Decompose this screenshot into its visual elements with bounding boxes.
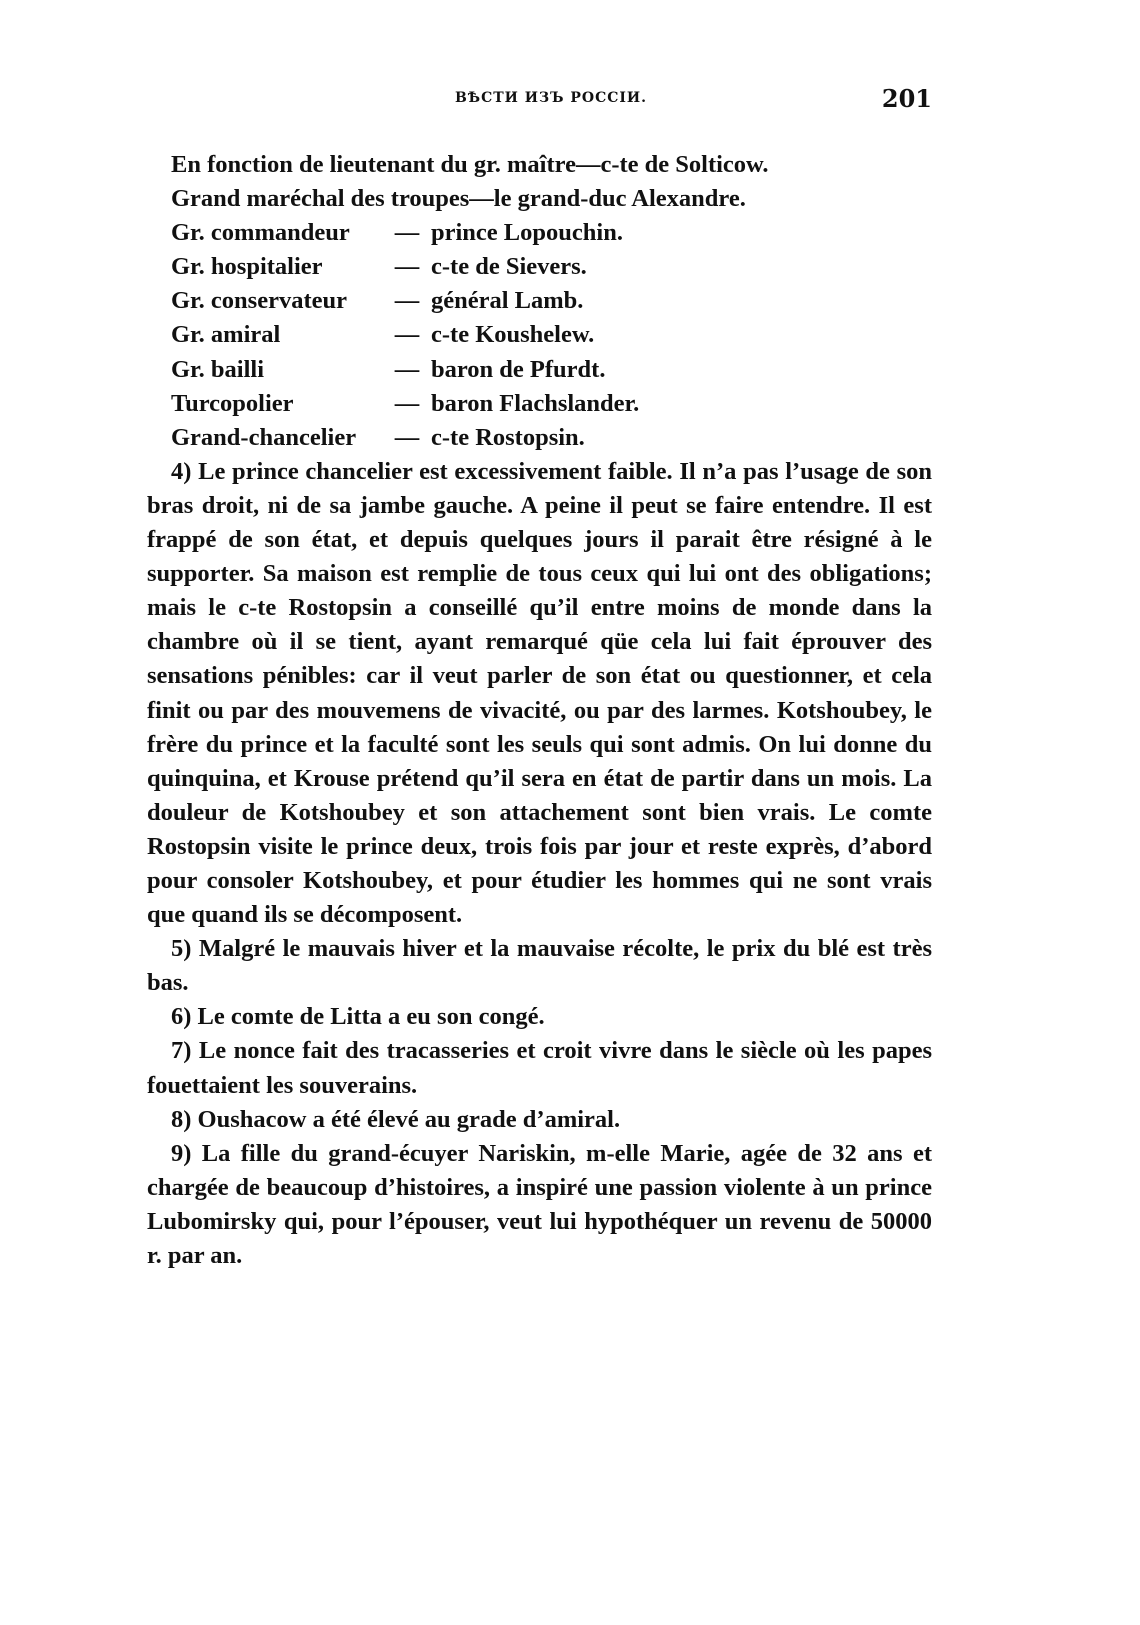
officer-office: Turcopolier <box>171 389 294 417</box>
note-4: 4) Le prince chancelier est excessivement faible. Il n’a pas l’usage de son bras droit, ni de sa jambe gauche. A peine il peut se faire entendre. Il est frappé de son état, et depuis quelques jours il parait être résigné à le supporter. Sa maison est remplie de tous ceux qui lui ont des obligations; mais le c-te Rostopsin a conseillé qu’il entre moins de monde dans la chambre où il se tient, ayant remarqué qüe cela lui fait éprouver des sensations pénibles: car il veut parler de son état ou questionner, et cela finit ou par des mouvemens de vivacité, ou par des larmes. Kotshoubey, le frère du prince et la faculté sont les seuls qui sont admis. On lui donne du quinquina, et Krouse prétend qu’il sera en état de partir dans un mois. La douleur de Kotshoubey et son attachement sont bien vrais. Le comte Rostopsin visite le prince deux, trois fois par jour et reste exprès, d’abord pour consoler Kotshoubey, et pour étudier les hommes qui ne sont vrais que quand ils se décomposent. <box>147 457 932 929</box>
running-title: ВѢСТИ ИЗЪ РОССІИ. <box>454 90 648 106</box>
officer-dash: — <box>394 287 420 315</box>
officer-line-lieutenant: En fonction de lieutenant du gr. maître—c-te de Solticow. <box>171 151 769 178</box>
officer-row <box>171 250 932 284</box>
officer-row <box>171 387 932 421</box>
officer-office: Gr. hospitalier <box>171 253 323 281</box>
officer-row <box>171 421 932 455</box>
officer-office: Gr. bailli <box>171 355 265 383</box>
officer-row <box>171 216 932 250</box>
officer-dash: — <box>394 321 420 349</box>
note-7: 7) Le nonce fait des tracasseries et croit vivre dans le siècle où les papes fouettaient les souverains. <box>147 1037 932 1099</box>
officer-holder: c-te Rostopsin. <box>431 423 585 451</box>
officer-list <box>171 148 932 455</box>
officer-dash: — <box>394 253 420 281</box>
officer-line-grand-marechal: Grand maréchal des troupes—le grand-duc Alexandre. <box>171 185 746 213</box>
note-8: 8) Oushacow a été élevé au grade d’amiral. <box>171 1105 621 1133</box>
officer-dash: — <box>394 219 420 247</box>
officer-holder: c-te de Sievers. <box>431 253 587 281</box>
officer-holder: général Lamb. <box>431 287 584 315</box>
officer-holder: baron Flachslander. <box>431 389 640 417</box>
body-text <box>147 148 932 1273</box>
officer-office: Gr. amiral <box>171 321 281 349</box>
officer-office: Gr. commandeur <box>171 219 350 247</box>
officer-holder: baron de Pfurdt. <box>431 355 606 383</box>
officer-dash: — <box>394 423 420 451</box>
officer-holder: prince Lopouchin. <box>431 219 623 247</box>
note-5: 5) Malgré le mauvais hiver et la mauvaise récolte, le prix du blé est très bas. <box>147 935 932 997</box>
officer-holder: c-te Koushelew. <box>431 321 595 349</box>
note-6: 6) Le comte de Litta a eu son congé. <box>171 1003 545 1031</box>
officer-office: Gr. conservateur <box>171 287 347 315</box>
officer-dash: — <box>394 355 420 383</box>
note-9: 9) La fille du grand-écuyer Nariskin, m-elle Marie, agée de 32 ans et chargée de beaucoup d’histoires, a inspiré une passion violente à un prince Lubomirsky qui, pour l’épouser, veut lui hypothéquer un revenu de 50000 r. par an. <box>147 1139 932 1269</box>
officer-office: Grand-chancelier <box>171 423 357 451</box>
running-head <box>170 84 932 118</box>
officer-dash: — <box>394 389 420 417</box>
officer-row <box>171 353 932 387</box>
officer-row <box>171 318 932 352</box>
officer-row <box>171 284 932 318</box>
page-number: 201 <box>881 84 932 113</box>
